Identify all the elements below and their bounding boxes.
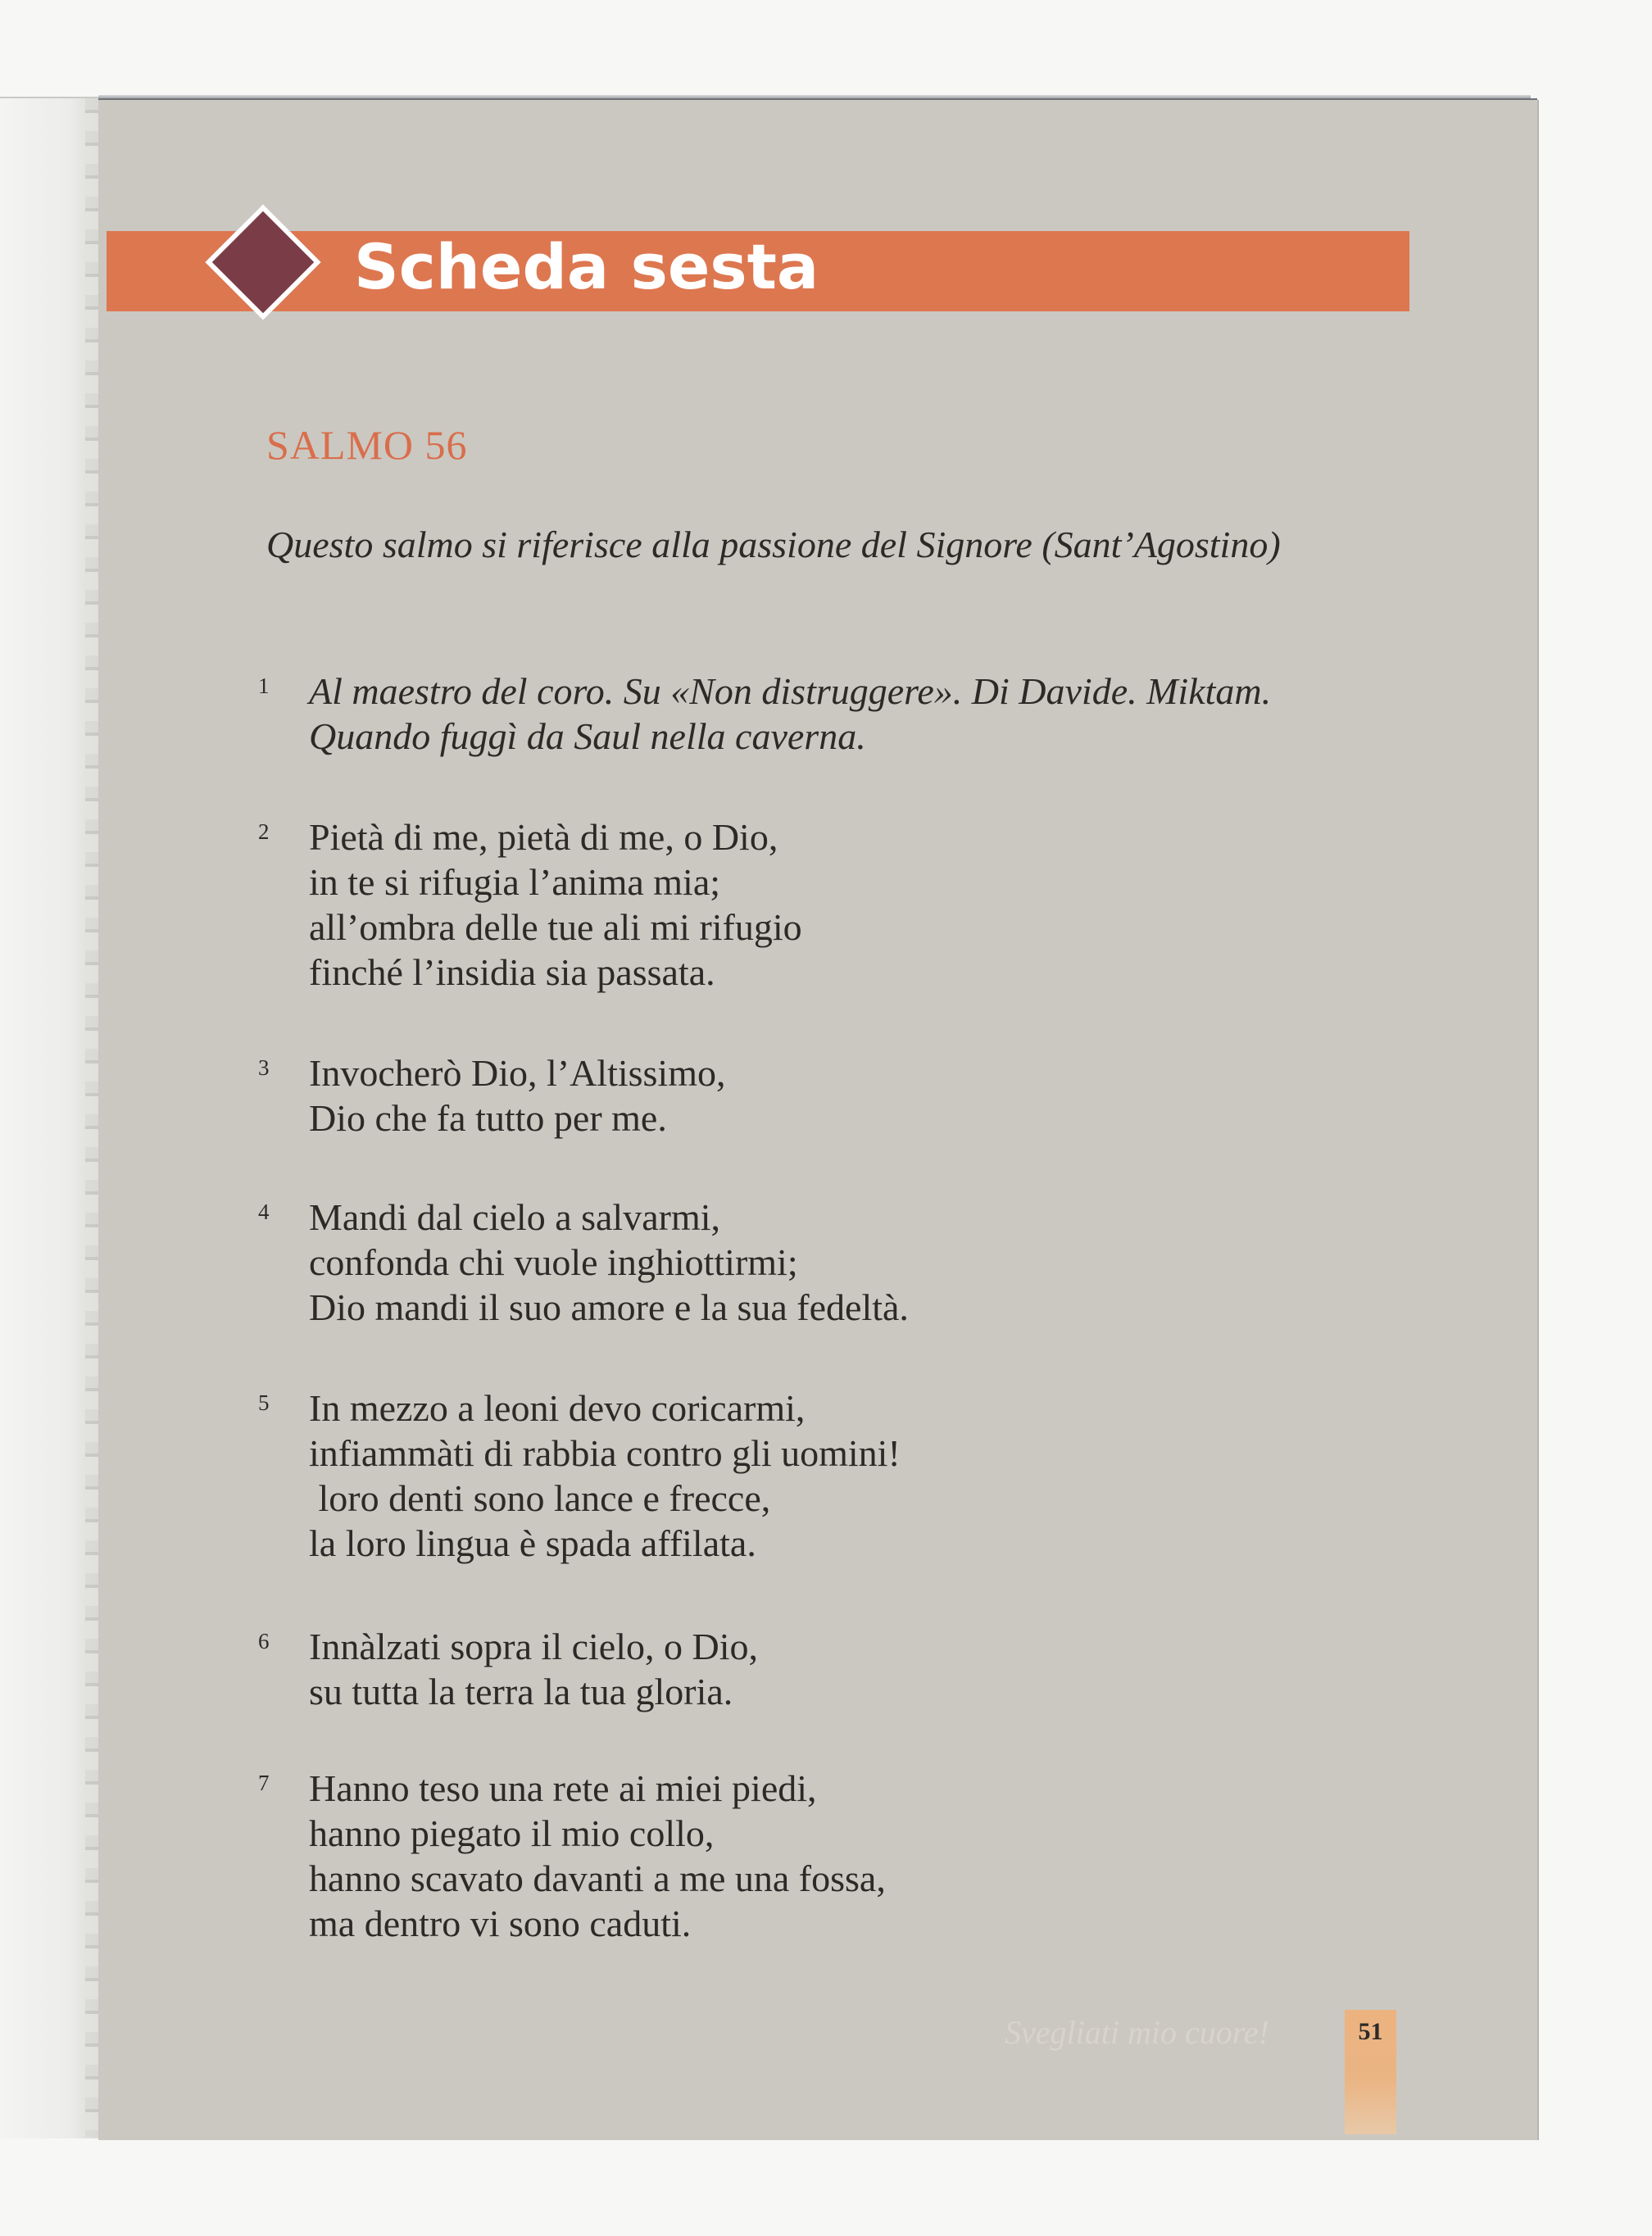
verse-line: ma dentro vi sono caduti. [309, 1903, 692, 1944]
verse-text [309, 1050, 726, 1141]
verse-text [309, 814, 802, 995]
verse-number: 1 [258, 674, 270, 698]
psalm-subtitle: Questo salmo si riferisce alla passione del Signore (Sant’Agostino) [266, 524, 1281, 565]
verse-line: Mandi dal cielo a salvarmi, [309, 1196, 721, 1238]
verse-number: 6 [258, 1629, 270, 1653]
verse-line: in te si rifugia l’anima mia; [309, 861, 721, 903]
verse-line: Innàlzati sopra il cielo, o Dio, [309, 1626, 759, 1667]
verse-text [309, 1624, 758, 1714]
verse-number: 3 [258, 1055, 270, 1080]
verse-number: 4 [258, 1200, 270, 1224]
verse-text [309, 1766, 886, 1946]
verse-line: Dio mandi il suo amore e la sua fedeltà. [309, 1286, 909, 1328]
verse-line: Invocherò Dio, l’Altissimo, [309, 1052, 726, 1094]
verse-line: In mezzo a leoni devo coricarmi, [309, 1387, 806, 1429]
verse-line: loro denti sono lance e frecce, [309, 1477, 771, 1519]
verse-line: finché l’insidia sia passata. [309, 951, 715, 993]
verse-line: confonda chi vuole inghiottirmi; [309, 1241, 798, 1283]
verse-line: Dio che fa tutto per me. [309, 1097, 667, 1139]
page-number: 51 [1358, 2018, 1383, 2045]
verse-line: hanno scavato davanti a me una fossa, [309, 1857, 886, 1899]
verse-number: 5 [258, 1390, 270, 1415]
verse-line: infiammàti di rabbia contro gli uomini! [309, 1432, 901, 1474]
verse-text [309, 1195, 909, 1330]
verse-text [309, 1386, 901, 1566]
verse-number: 2 [258, 819, 270, 844]
page-title: Scheda sesta [354, 230, 819, 303]
verse-line: hanno piegato il mio collo, [309, 1812, 715, 1854]
verse-line: la loro lingua è spada affilata. [309, 1522, 756, 1564]
psalm-title: SALMO 56 [266, 422, 468, 468]
verse-number: 7 [258, 1771, 270, 1795]
verse-line: all’ombra delle tue ali mi rifugio [309, 906, 802, 948]
binding-edge [85, 98, 98, 2137]
verse-text [309, 669, 1271, 759]
verse-line: Hanno teso una rete ai miei piedi, [309, 1767, 817, 1809]
verse-line: Pietà di me, pietà di me, o Dio, [309, 816, 778, 858]
verse-line: Quando fuggì da Saul nella caverna. [309, 715, 866, 757]
verse-line: Al maestro del coro. Su «Non distruggere». Di Davide. Miktam. [309, 670, 1272, 712]
running-title: Svegliati mio cuore! [1005, 2014, 1269, 2051]
verse-line: su tutta la terra la tua gloria. [309, 1671, 733, 1712]
